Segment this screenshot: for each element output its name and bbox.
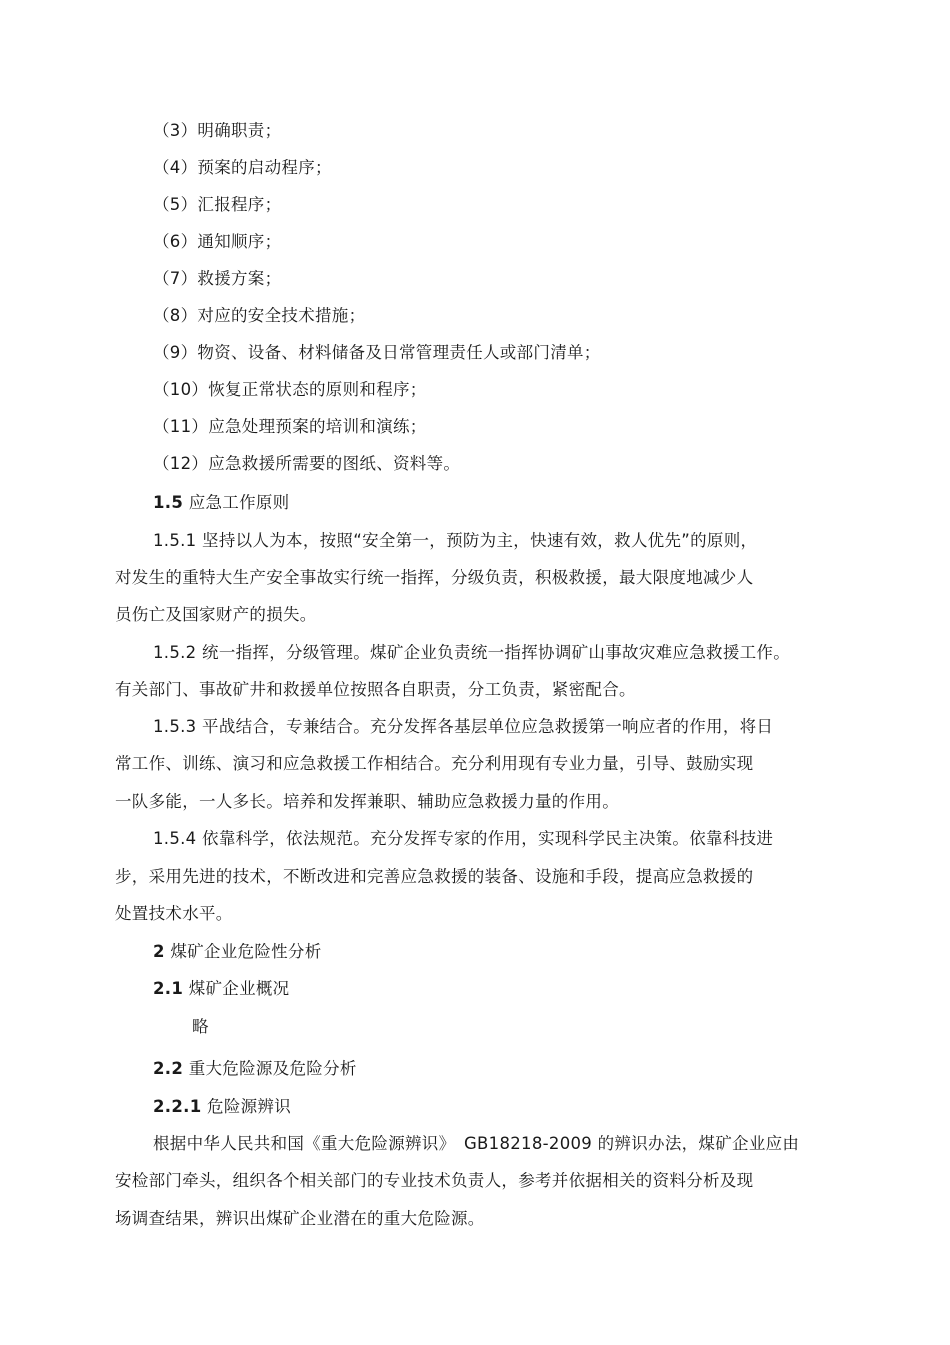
- paragraph-line: 安检部门牵头，组织各个相关部门的专业技术负责人，参考并依据相关的资料分析及现: [115, 1171, 754, 1190]
- paragraph-line: 1.5.3 平战结合，专兼结合。充分发挥各基层单位应急救援第一响应者的作用，将日: [153, 717, 774, 736]
- paragraph-line: 对发生的重特大生产安全事故实行统一指挥，分级负责，积极救援，最大限度地减少人: [115, 568, 754, 587]
- list-item: （7）救援方案；: [153, 269, 282, 288]
- list-item: （4）预案的启动程序；: [153, 158, 332, 177]
- section-title: 煤矿企业危险性分析: [170, 942, 322, 961]
- paragraph-line: 1.5.2 统一指挥，分级管理。煤矿企业负责统一指挥协调矿山事故灾难应急救援工作。: [153, 643, 791, 662]
- section-number: 2: [153, 942, 165, 961]
- paragraph-line: 处置技术水平。: [115, 904, 233, 923]
- section-heading-2: [153, 941, 322, 963]
- section-title: 危险源辨识: [207, 1097, 292, 1116]
- section-heading-2-1: [153, 978, 290, 1000]
- paragraph-line: 根据中华人民共和国《重大危险源辨识》 GB18218-2009 的辨识办法，煤矿企业应由: [153, 1134, 800, 1153]
- list-item: （10）恢复正常状态的原则和程序；: [153, 380, 427, 399]
- section-heading-1-5: [153, 492, 290, 514]
- paragraph-line: 1.5.4 依靠科学，依法规范。充分发挥专家的作用，实现科学民主决策。依靠科技进: [153, 829, 774, 848]
- section-title: 煤矿企业概况: [188, 979, 290, 998]
- list-item: （3）明确职责；: [153, 121, 282, 140]
- section-number: 2.2: [153, 1059, 184, 1078]
- section-title: 重大危险源及危险分析: [188, 1059, 357, 1078]
- list-item: （11）应急处理预案的培训和演练；: [153, 417, 427, 436]
- list-item: （9）物资、设备、材料储备及日常管理责任人或部门清单；: [153, 343, 601, 362]
- section-title: 应急工作原则: [188, 493, 290, 512]
- paragraph-line: 1.5.1 坚持以人为本，按照“安全第一，预防为主，快速有效，救人优先”的原则，: [153, 531, 758, 550]
- section-number: 2.1: [153, 979, 184, 998]
- paragraph-line: 一队多能，一人多长。培养和发挥兼职、辅助应急救援力量的作用。: [115, 792, 619, 811]
- section-body: 略: [192, 1017, 209, 1036]
- section-number: 1.5: [153, 493, 184, 512]
- paragraph-line: 场调查结果，辨识出煤矿企业潜在的重大危险源。: [115, 1209, 485, 1228]
- section-heading-2-2: [153, 1058, 357, 1080]
- paragraph-line: 有关部门、事故矿井和救援单位按照各自职责，分工负责，紧密配合。: [115, 680, 636, 699]
- list-item: （5）汇报程序；: [153, 195, 282, 214]
- list-item: （8）对应的安全技术措施；: [153, 306, 366, 325]
- paragraph-line: 常工作、训练、演习和应急救援工作相结合。充分利用现有专业力量，引导、鼓励实现: [115, 754, 754, 773]
- list-item: （12）应急救援所需要的图纸、资料等。: [153, 454, 461, 473]
- section-number: 2.2.1: [153, 1097, 202, 1116]
- section-heading-2-2-1: [153, 1096, 291, 1118]
- list-item: （6）通知顺序；: [153, 232, 282, 251]
- paragraph-line: 步，采用先进的技术，不断改进和完善应急救援的装备、设施和手段，提高应急救援的: [115, 867, 754, 886]
- paragraph-line: 员伤亡及国家财产的损失。: [115, 605, 317, 624]
